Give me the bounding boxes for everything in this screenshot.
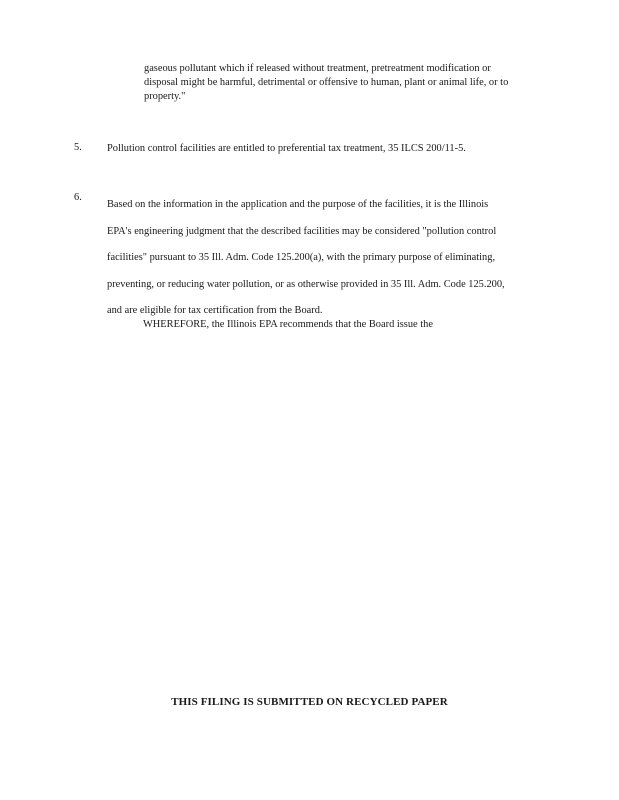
paragraph-line: preventing, or reducing water pollution, or as otherwise provided in 35 Ill. Adm. Code 125.200, — [107, 278, 505, 290]
quote-line: gaseous pollutant which if released without treatment, pretreatment modification or — [144, 63, 491, 74]
paragraph-body — [107, 192, 537, 325]
paragraph-line: Pollution control facilities are entitled to preferential tax treatment, 35 ILCS 200/11-5. — [107, 143, 466, 154]
paragraph-line: and are eligible for tax certification from the Board. — [107, 305, 323, 316]
quote-line: disposal might be harmful, detrimental or offensive to human, plant or animal life, or to — [144, 77, 509, 88]
quoted-definition — [144, 62, 544, 104]
paragraph-line: Based on the information in the application and the purpose of the facilities, it is the Illinois — [107, 199, 489, 210]
wherefore-clause: WHEREFORE, the Illinois EPA recommends that the Board issue the — [143, 319, 433, 330]
recycled-paper-footer: THIS FILING IS SUBMITTED ON RECYCLED PAPER — [171, 696, 448, 708]
paragraph-number: 6. — [74, 192, 82, 203]
quote-line: property." — [144, 91, 186, 102]
paragraph-body — [107, 142, 537, 156]
paragraph-number: 5. — [74, 142, 82, 153]
paragraph-line: EPA's engineering judgment that the described facilities may be considered "pollution control — [107, 225, 497, 237]
paragraph-line: facilities" pursuant to 35 Ill. Adm. Code 125.200(a), with the primary purpose of eliminating, — [107, 252, 496, 263]
